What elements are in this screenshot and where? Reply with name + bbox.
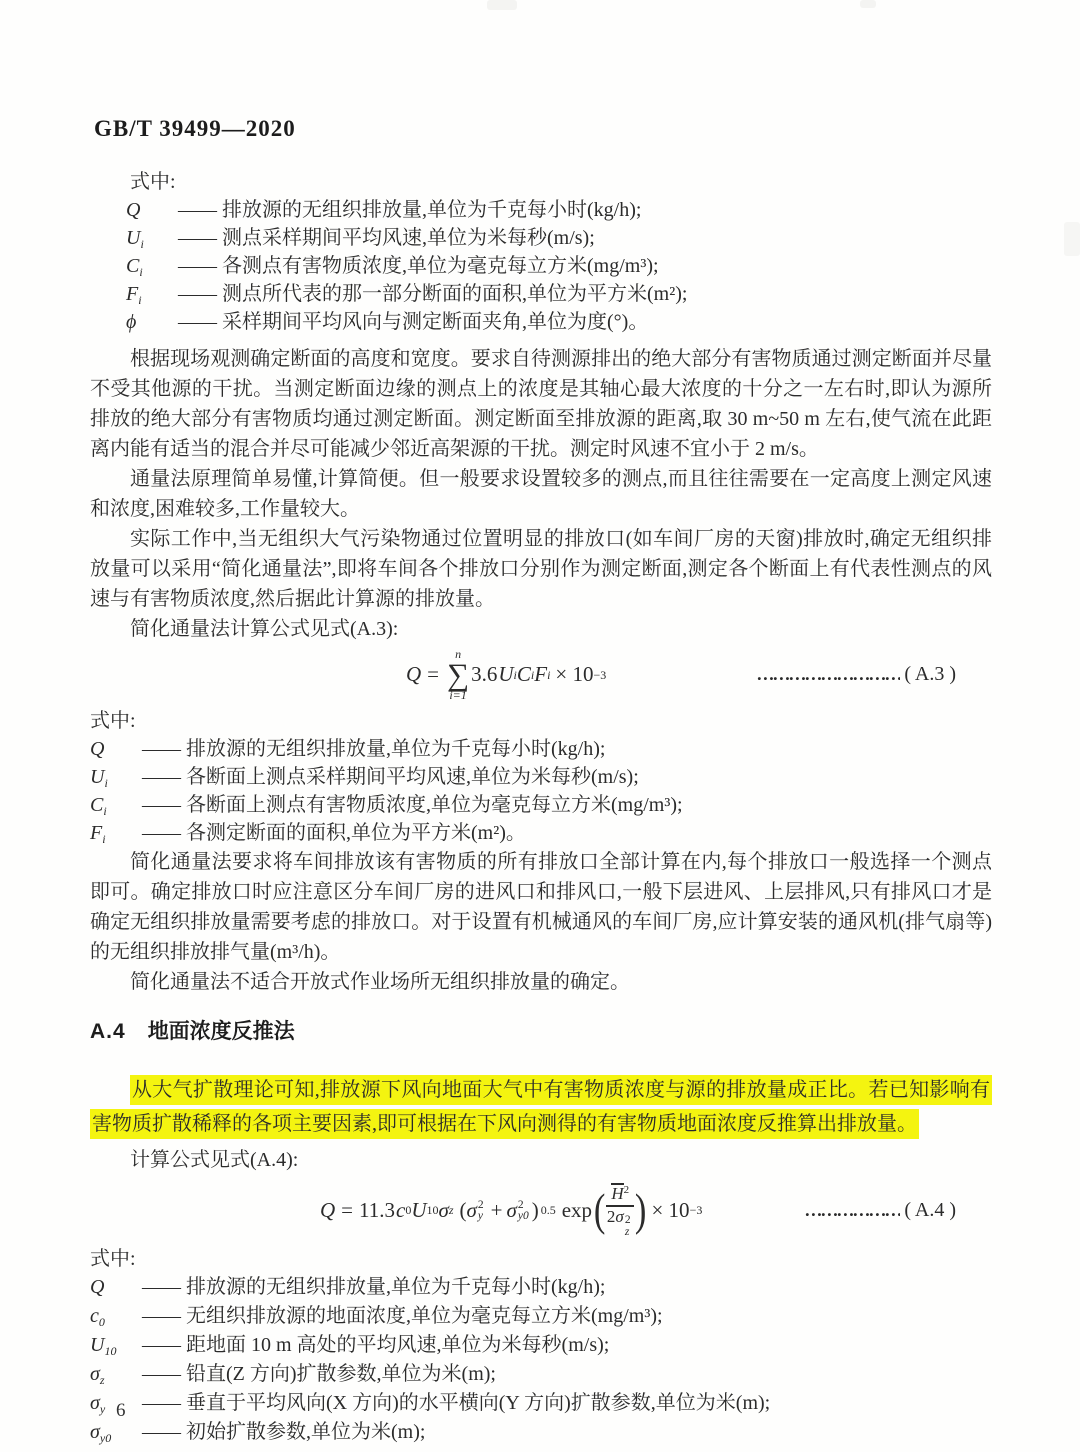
symbol-letter: C: [90, 794, 104, 817]
stacked-script: [625, 1215, 631, 1238]
definition-row: [90, 1273, 992, 1302]
math-token: Q: [320, 1197, 336, 1222]
symbol-subscript: i: [138, 293, 142, 307]
symbol-letter: σ: [90, 1421, 100, 1444]
dash: ——: [178, 311, 216, 333]
where-label: 式中:: [130, 171, 176, 193]
body-paragraph: 根据现场观测确定断面的高度和宽度。要求自待测源排出的绝大部分有害物质通过测定断面并尽量不受其他源的干扰。当测定断面边缘的测点上的浓度是其轴心最大浓度的十分之一左右时,即认为源所排放的绝大部分有害物质均通过测定断面。测定断面至排放源的距离,取 30 m~50 m 左右,使气流在此距离内能有适当的混合并尽可能减少邻近高架源的干扰。测定时风速不宜小于 2 m/s。: [90, 348, 992, 460]
symbol-letter: σ: [90, 1363, 100, 1386]
math-token: Q: [406, 662, 422, 687]
definition-text: 距地面 10 m 高处的平均风速,单位为米每秒(m/s);: [186, 1334, 610, 1357]
symbol-letter: c: [90, 1305, 99, 1328]
stacked-script: [518, 1200, 529, 1223]
dash: ——: [142, 822, 180, 845]
dash: ——: [178, 283, 216, 305]
dash: ——: [178, 227, 216, 249]
definition-text: 排放源的无组织排放量,单位为千克每小时(kg/h);: [222, 199, 642, 221]
symbol-letter: C: [126, 255, 140, 277]
definition-text: 测点采样期间平均风速,单位为米每秒(m/s);: [222, 227, 595, 249]
math-superscript: 2: [624, 1214, 631, 1227]
fraction-denominator: [607, 1207, 634, 1237]
equation-number: ( A.3 ): [904, 663, 956, 686]
dash: ——: [142, 1305, 180, 1328]
body-paragraph: 简化通量法计算公式见式(A.3):: [130, 618, 399, 640]
stacked-script: [478, 1200, 484, 1223]
symbol: [126, 224, 178, 252]
symbol: [90, 1418, 142, 1447]
math-token: 2: [606, 1207, 616, 1227]
math-superscript: 2: [623, 1184, 630, 1197]
sum-upper-limit: n: [455, 647, 462, 661]
equation-number: ( A.4 ): [904, 1198, 956, 1221]
sum-lower-limit: i=1: [449, 688, 467, 703]
sigma-icon: ∑: [447, 657, 470, 692]
big-parenthesis: (: [593, 1183, 606, 1235]
math-token: 3.6: [471, 662, 498, 687]
dash: ——: [178, 199, 216, 221]
big-parenthesis: ): [635, 1183, 647, 1235]
body-paragraph: 通量法原理简单易懂,计算简便。但一般要求设置较多的测点,而且往往需要在一定高度上测定风速和浓度,困难较多,工作量较大。: [90, 468, 992, 520]
formula-a4-math: Q = 11.3 c 0 U 10 σ z ( σ 2 y + σ 2 y0 ) 0.5 exp ( $H^2$ 2σ 2 z ) × 10 −3: [320, 1183, 703, 1238]
math-token: F: [534, 662, 548, 687]
symbol-letter: ϕ: [126, 311, 137, 333]
math-token: c: [396, 1197, 406, 1222]
dash: ——: [142, 1392, 180, 1415]
dash: ——: [142, 1334, 180, 1357]
section-heading-a4: [90, 1017, 992, 1047]
dash: ——: [178, 255, 216, 277]
definition-row: [90, 819, 992, 847]
symbol: [90, 763, 142, 791]
symbol-letter: Q: [90, 738, 105, 761]
math-token: +: [490, 1197, 503, 1222]
symbol-letter: F: [90, 822, 103, 845]
definition-text: 初始扩散参数,单位为米(m);: [186, 1421, 426, 1444]
formula-a4: [90, 1183, 992, 1237]
fraction: [606, 1183, 634, 1237]
symbol: [126, 196, 178, 224]
definition-text: 排放源的无组织排放量,单位为千克每小时(kg/h);: [186, 1276, 606, 1299]
symbol: [90, 1331, 142, 1360]
symbol: [126, 308, 178, 336]
math-token: =: [427, 662, 440, 687]
where-label: 式中:: [90, 1248, 136, 1271]
dash: ——: [142, 794, 180, 817]
summation: [447, 648, 469, 701]
math-token: σ: [615, 1207, 624, 1227]
math-superscript: 2: [477, 1198, 484, 1211]
definition-row: [90, 763, 992, 791]
fraction-numerator: [606, 1183, 634, 1207]
definition-row: [126, 252, 992, 280]
math-subscript: z: [624, 1225, 630, 1238]
dash: ——: [142, 1363, 180, 1386]
scan-artifact: [1064, 222, 1080, 256]
section-number: A.4: [90, 1020, 126, 1044]
where-label: 式中:: [90, 710, 136, 733]
math-subscript: y: [477, 1210, 483, 1223]
definition-row: [90, 1418, 992, 1447]
formula-a3-math: Q = n ∑ i=1 3.6 U i C i F i × 10 −3: [406, 647, 607, 703]
page-number: 6: [116, 1400, 126, 1421]
math-token: exp: [561, 1197, 593, 1222]
h-bar: H: [611, 1184, 624, 1204]
definition-text: 无组织排放源的地面浓度,单位为毫克每立方米(mg/m³);: [186, 1305, 663, 1328]
definition-text: 排放源的无组织排放量,单位为千克每小时(kg/h);: [186, 738, 606, 761]
dash: ——: [142, 738, 180, 761]
math-token: σ: [466, 1197, 477, 1222]
definition-text: 测点所代表的那一部分断面的面积,单位为平方米(m²);: [222, 283, 688, 305]
dash: ——: [142, 1276, 180, 1299]
dash: ——: [142, 766, 180, 789]
standard-number-header: GB/T 39499—2020: [94, 116, 296, 141]
definition-row: [90, 1360, 992, 1389]
symbol-subscript: i: [104, 776, 108, 791]
math-token: C: [516, 662, 531, 687]
symbol: [90, 735, 142, 763]
math-token: σ: [506, 1197, 517, 1222]
body-paragraph: 简化通量法不适合开放式作业场所无组织排放量的确定。: [130, 971, 630, 994]
page-content: [90, 0, 992, 1447]
symbol-letter: F: [126, 283, 139, 305]
math-superscript: 2: [517, 1198, 524, 1211]
formula-a3: [90, 648, 992, 701]
definition-row: [126, 308, 992, 336]
body-paragraph: 简化通量法要求将车间排放该有害物质的所有排放口全部计算在内,每个排放口一般选择一个测点即可。确定排放口时应注意区分车间厂房的进风口和排风口,一般下层进风、上层排风,只有排风口才是确定无组织排放量需要考虑的排放口。对于设置有机械通风的车间厂房,应计算安装的通风机(排气扇等)的无组织排放排气量(m³/h)。: [90, 851, 992, 964]
symbol: [90, 1273, 142, 1302]
symbol: [90, 1360, 142, 1389]
definition-row: [90, 735, 992, 763]
symbol-subscript: i: [139, 265, 143, 279]
symbol-letter: Q: [90, 1276, 105, 1299]
definition-text: 各测定断面的面积,单位为平方米(m²)。: [186, 822, 526, 845]
definition-row: [90, 1302, 992, 1331]
symbol-subscript: i: [103, 804, 107, 819]
definition-list-3: [90, 1273, 992, 1447]
highlight-text: 从大气扩散理论可知,排放源下风向地面大气中有害物质浓度与源的排放量成正比。若已知影响有害物质扩散稀释的各项主要因素,即可根据在下风向测得的有害物质地面浓度反推算出排放量。: [90, 1075, 992, 1139]
symbol-letter: σ: [90, 1392, 100, 1415]
definition-row: [126, 224, 992, 252]
definition-row: [90, 1331, 992, 1360]
math-token: ): [531, 1197, 539, 1222]
dot-leader: ………………: [804, 1199, 901, 1220]
symbol: [90, 791, 142, 819]
math-token: U: [411, 1197, 427, 1222]
symbol: [90, 819, 142, 847]
symbol-letter: Q: [126, 199, 141, 221]
section-title: 地面浓度反推法: [147, 1020, 295, 1044]
symbol-subscript: y0: [99, 1431, 112, 1446]
symbol-letter: U: [90, 1334, 105, 1357]
definition-row: [126, 196, 992, 224]
body-paragraph: 实际工作中,当无组织大气污染物通过位置明显的排放口(如车间厂房的天窗)排放时,确定无组织排放量可以采用“简化通量法”,即将车间各个排放口分别作为测定断面,测定各个断面上有代表性测点的风速与有害物质浓度,然后据此计算源的排放量。: [90, 528, 992, 610]
symbol-letter: U: [126, 227, 141, 249]
math-token: (: [459, 1197, 467, 1222]
dash: ——: [142, 1421, 180, 1444]
math-token: × 10: [651, 1197, 690, 1222]
highlighted-paragraph: [90, 1073, 992, 1141]
definition-row: [126, 280, 992, 308]
definition-row: [90, 1389, 992, 1418]
definition-text: 垂直于平均风向(X 方向)的水平横向(Y 方向)扩散参数,单位为米(m);: [186, 1392, 771, 1415]
math-subscript: y0: [517, 1210, 529, 1223]
dot-leader: ………………………: [756, 664, 901, 685]
symbol-subscript: i: [102, 832, 106, 847]
symbol-subscript: 10: [104, 1344, 117, 1359]
math-token: U: [498, 662, 514, 687]
definition-text: 采样期间平均风向与测定断面夹角,单位为度(°)。: [222, 311, 649, 333]
math-token: σ: [438, 1197, 449, 1222]
math-token: × 10: [555, 662, 594, 687]
definition-list-2: [90, 735, 992, 847]
symbol: [90, 1302, 142, 1331]
symbol: [126, 280, 178, 308]
definition-row: [90, 791, 992, 819]
definition-text: 各测点有害物质浓度,单位为毫克每立方米(mg/m³);: [222, 255, 659, 277]
definition-text: 各断面上测点有害物质浓度,单位为毫克每立方米(mg/m³);: [186, 794, 683, 817]
definition-text: 各断面上测点采样期间平均风速,单位为米每秒(m/s);: [186, 766, 639, 789]
definition-list-1: [126, 196, 992, 336]
symbol-subscript: 0: [98, 1315, 105, 1330]
symbol-letter: U: [90, 766, 105, 789]
symbol: [126, 252, 178, 280]
math-token: =: [341, 1197, 354, 1222]
symbol-subscript: i: [140, 237, 144, 251]
symbol-subscript: z: [99, 1373, 105, 1388]
definition-text: 铅直(Z 方向)扩散参数,单位为米(m);: [186, 1363, 496, 1386]
body-paragraph: 计算公式见式(A.4):: [130, 1149, 299, 1172]
math-token: 11.3: [359, 1197, 395, 1222]
symbol-subscript: y: [99, 1402, 106, 1417]
